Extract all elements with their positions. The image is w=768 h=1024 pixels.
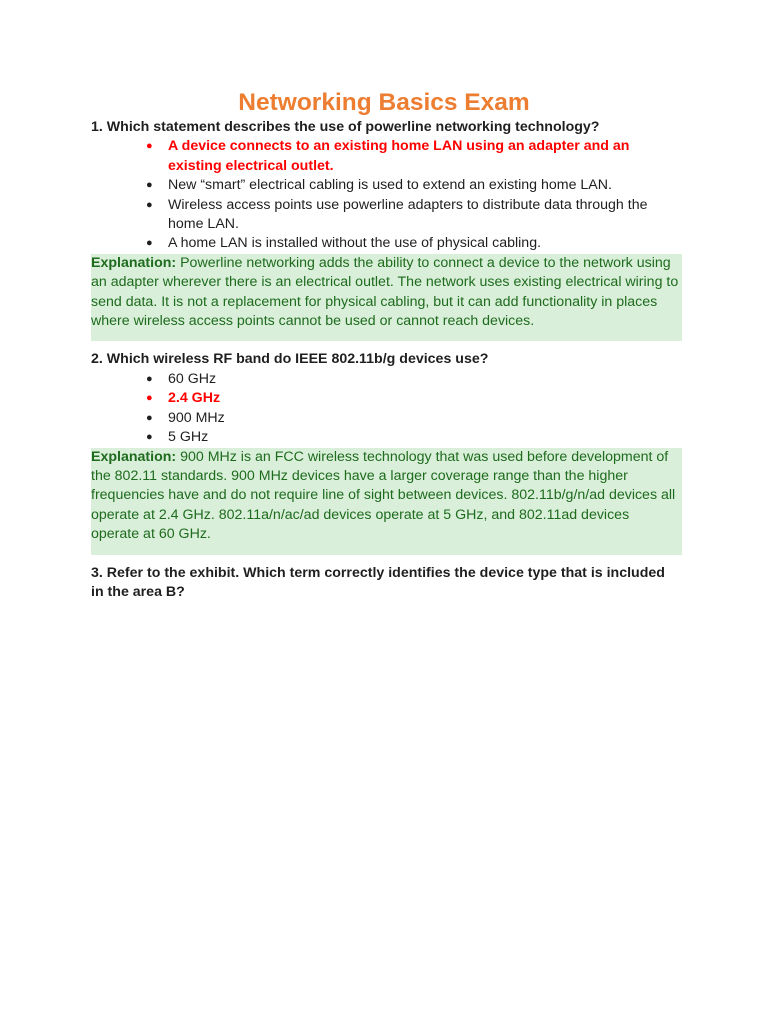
bullet-icon: ● (146, 237, 153, 250)
option-text: A device connects to an existing home LAN using an adapter and an existing electrical outlet. (168, 138, 630, 174)
bullet-icon: ● (146, 372, 153, 385)
answer-option (91, 370, 678, 389)
question-block-3 (91, 564, 678, 603)
question-block-1 (91, 118, 678, 341)
option-text: Wireless access points use powerline adapters to distribute data through the home LAN. (168, 196, 648, 233)
answer-option (91, 428, 678, 447)
explanation-box (91, 254, 682, 342)
answer-option-correct (91, 389, 678, 408)
bullet-icon: ● (146, 179, 153, 192)
option-text: 2.4 GHz (168, 390, 221, 407)
option-text: New “smart” electrical cabling is used to extend an existing home LAN. (168, 177, 612, 194)
exam-content (91, 118, 678, 602)
answer-option (91, 176, 678, 195)
options-list (91, 370, 678, 448)
question-block-2 (91, 350, 678, 554)
bullet-icon: ● (146, 140, 153, 153)
option-text: 60 GHz (168, 370, 217, 387)
explanation-text: Powerline networking adds the ability to connect a device to the network using an adapter wherever there is an electrical outlet. The network uses existing electrical wiring to send data. It is not a replacement for physical cabling, but it can add functionality in places where wireless access points cannot be used or cannot reach devices. (91, 254, 679, 330)
bullet-icon: ● (146, 392, 153, 405)
explanation-box (91, 448, 682, 555)
page-title: Networking Basics Exam (238, 89, 530, 116)
question-text: 3. Refer to the exhibit. Which term correctly identifies the device type that is included in the area B? (91, 564, 665, 600)
question-text: 2. Which wireless RF band do IEEE 802.11b/g devices use? (91, 351, 489, 368)
answer-option (91, 234, 678, 253)
options-list (91, 137, 678, 253)
bullet-icon: ● (146, 431, 153, 444)
answer-option (91, 409, 678, 428)
explanation-label: Explanation: (91, 448, 177, 465)
explanation-label: Explanation: (91, 254, 177, 271)
option-text: A home LAN is installed without the use of physical cabling. (168, 235, 542, 252)
bullet-icon: ● (146, 198, 153, 211)
option-text: 5 GHz (168, 429, 209, 446)
explanation-text: 900 MHz is an FCC wireless technology that was used before development of the 802.11 standards. 900 MHz devices have a larger coverage range than the higher frequencies have and do not require line of sight between devices. 802.11b/g/n/ad devices all operate at 2.4 GHz. 802.11a/n/ac/ad devices operate at 5 GHz, and 802.11ad devices operate at 60 GHz. (91, 448, 676, 543)
question-text: 1. Which statement describes the use of powerline networking technology? (91, 119, 600, 135)
answer-option-correct (91, 137, 678, 176)
answer-option (91, 196, 678, 235)
bullet-icon: ● (146, 411, 153, 424)
option-text: 900 MHz (168, 409, 225, 426)
